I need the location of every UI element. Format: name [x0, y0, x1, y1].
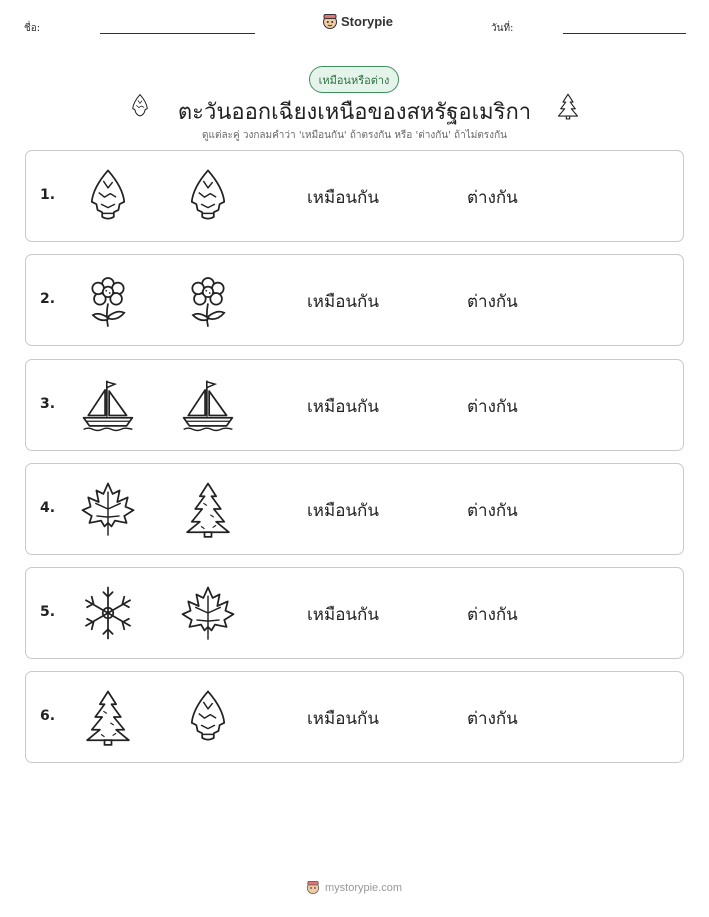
question-number: 2.	[40, 291, 56, 307]
question-row	[25, 567, 684, 659]
storypie-mascot-icon	[322, 13, 338, 30]
question-number: 5.	[40, 604, 56, 620]
same-option[interactable]: เหมือนกัน	[307, 605, 379, 625]
same-option[interactable]: เหมือนกัน	[307, 292, 379, 312]
question-row	[25, 359, 684, 451]
different-option[interactable]: ต่างกัน	[467, 709, 518, 729]
arrowhead-icon	[179, 688, 237, 746]
different-option[interactable]: ต่างกัน	[467, 501, 518, 521]
maple-leaf-icon	[79, 480, 137, 538]
arrowhead-icon	[79, 167, 137, 225]
question-row	[25, 463, 684, 555]
different-option[interactable]: ต่างกัน	[467, 292, 518, 312]
brand-name: Storypie	[341, 14, 394, 29]
storypie-mascot-icon	[306, 880, 320, 895]
worksheet-type-badge: เหมือนหรือต่าง	[309, 66, 399, 93]
pine-tree-icon	[179, 480, 237, 538]
date-line[interactable]	[563, 33, 686, 34]
arrowhead-icon	[179, 167, 237, 225]
question-row	[25, 254, 684, 346]
same-option[interactable]: เหมือนกัน	[307, 397, 379, 417]
sailboat-icon	[79, 376, 137, 434]
question-number: 6.	[40, 708, 56, 724]
pine-tree-icon	[554, 90, 582, 122]
same-option[interactable]: เหมือนกัน	[307, 501, 379, 521]
question-number: 3.	[40, 396, 56, 412]
flower-icon	[79, 271, 137, 329]
sailboat-icon	[179, 376, 237, 434]
name-label: ชื่อ:	[24, 23, 41, 34]
pine-tree-icon	[79, 688, 137, 746]
maple-leaf-icon	[179, 584, 237, 642]
question-row	[25, 671, 684, 763]
same-option[interactable]: เหมือนกัน	[307, 188, 379, 208]
brand-logo	[322, 13, 393, 30]
question-number: 1.	[40, 187, 56, 203]
question-number: 4.	[40, 500, 56, 516]
same-option[interactable]: เหมือนกัน	[307, 709, 379, 729]
instructions: ดูแต่ละคู่ วงกลมคำว่า 'เหมือนกัน' ถ้าตรงกัน หรือ 'ต่างกัน' ถ้าไม่ตรงกัน	[202, 130, 507, 141]
page-title: ตะวันออกเฉียงเหนือของสหรัฐอเมริกา	[177, 100, 532, 125]
flower-icon	[179, 271, 237, 329]
different-option[interactable]: ต่างกัน	[467, 397, 518, 417]
different-option[interactable]: ต่างกัน	[467, 605, 518, 625]
footer	[306, 880, 402, 895]
footer-url: mystorypie.com	[325, 881, 403, 894]
snowflake-icon	[79, 584, 137, 642]
name-line[interactable]	[100, 33, 255, 34]
question-row	[25, 150, 684, 242]
date-label: วันที่:	[491, 23, 514, 34]
different-option[interactable]: ต่างกัน	[467, 188, 518, 208]
